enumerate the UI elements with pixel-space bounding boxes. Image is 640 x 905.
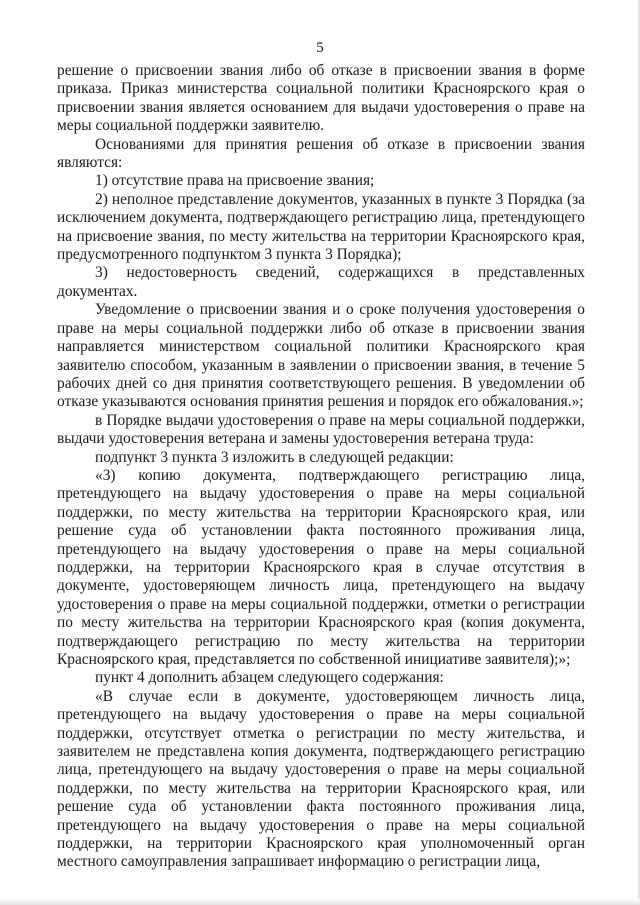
document-body <box>57 62 585 872</box>
paragraph-subclause-3-text: «3) копию документа, подтверждающего регистрацию лица, претендующего на выдачу удостоверения о праве на меры социальной поддержки, по месту жительства на территории Красноярского края, или решение суда об установлении факта постоянного проживания лица, претендующего на выдачу удостоверения о праве на меры социальной поддержки, на территории Красноярского края в случае отсутствия в документе, удостоверяющем личность лица, претендующего на выдачу удостоверения о праве на меры социальной поддержки, отметки о регистрации по месту жительства на территории Красноярского края (копия документа, подтверждающего регистрацию по месту жительства на территории Красноярского края, представляется по собственной инициативе заявителя);»; <box>57 466 585 668</box>
paragraph-procedure-amendment: в Порядке выдачи удостоверения о праве на меры социальной поддержки, выдачи удостоверения ветерана и замены удостоверения ветерана труда: <box>57 411 585 448</box>
paragraph-decision-form: решение о присвоении звания либо об отказе в присвоении звания в форме приказа. Приказ министерства социальной политики Красноярского края о присвоении звания является основанием для выдачи удостоверения о праве на меры социальной поддержки заявителю. <box>57 62 585 135</box>
paragraph-clause-4-intro: пункт 4 дополнить абзацем следующего содержания: <box>95 669 444 687</box>
page-number: 5 <box>316 40 324 56</box>
paragraph-ground-3: 3) недостоверность сведений, содержащихся в представленных документах. <box>57 264 585 300</box>
paragraph-notification: Уведомление о присвоении звания и о сроке получения удостоверения о праве на меры социальной поддержки либо об отказе в присвоении звания направляется министерством социальной политики Красноярского края заявителю способом, указанным в заявлении о присвоении звания, в течение 5 рабочих дней со дня принятия соответствующего решения. В уведомлении об отказе указываются основания принятия решения и порядок его обжалования.»; <box>57 301 585 411</box>
paragraph-subclause-3-intro: подпункт 3 пункта 3 изложить в следующей редакции: <box>95 448 454 466</box>
paragraph-refusal-grounds-intro: Основаниями для принятия решения об отказе в присвоении звания являются: <box>57 135 585 172</box>
paragraph-clause-4-text: «В случае если в документе, удостоверяющем личность лица, претендующего на выдачу удостоверения о праве на меры социальной поддержки, отсутствует отметка о регистрации по месту жительства, и заявителем не представлена копия документа, подтверждающего регистрацию лица, претендующего на выдачу удостоверения о праве на меры социальной поддержки, по месту жительства на территории Красноярского края, или решение суда об установлении факта постоянного проживания лица, претендующего на выдачу удостоверения о праве на меры социальной поддержки, на территории Красноярского края уполномоченный орган местного самоуправления запрашивает информацию о регистрации лица, <box>57 687 585 871</box>
paragraph-ground-1: 1) отсутствие права на присвоение звания; <box>95 172 375 190</box>
scan-bottom-edge <box>0 899 640 905</box>
paragraph-ground-2: 2) неполное представление документов, указанных в пункте 3 Порядка (за исключением документа, подтверждающего регистрацию лица, претендующего на присвоение звания, по месту жительства на территории Красноярского края, предусмотренного подпунктом 3 пункта 3 Порядка); <box>57 190 585 264</box>
